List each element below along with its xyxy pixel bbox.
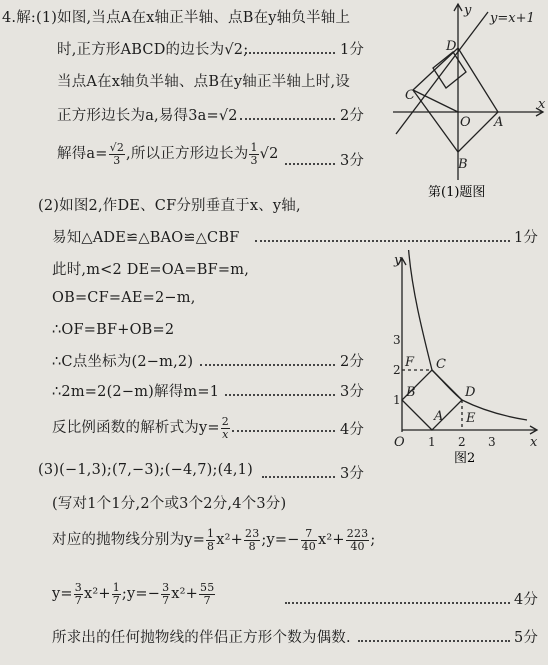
fraction — [249, 142, 258, 166]
numerator: 1 — [250, 141, 258, 154]
y-tick-1: 1 — [393, 393, 401, 407]
denominator: 7 — [74, 593, 82, 607]
leader-dots — [245, 52, 335, 54]
point-f-label: F — [405, 355, 415, 370]
solution-line-5 — [57, 142, 279, 166]
text: ;y=− — [121, 586, 161, 603]
numerator: 7 — [301, 528, 317, 541]
denominator: 7 — [203, 593, 211, 607]
leader-dots — [285, 602, 510, 604]
y-tick-2: 2 — [393, 363, 401, 377]
figure-1 — [388, 0, 548, 200]
solution-line-6: (2)如图2,作DE、CF分别垂直于x、y轴, — [38, 198, 301, 214]
point-c-label: C — [405, 88, 415, 103]
solution-line-13 — [52, 416, 231, 440]
fraction — [74, 582, 83, 606]
fraction — [221, 416, 230, 440]
x-axis-label: x — [530, 435, 538, 450]
point-o-label: O — [394, 435, 405, 450]
solution-line-14: (3)(−1,3);(7,−3);(−4,7);(4,1) — [38, 462, 253, 478]
numerator: 2 — [221, 415, 229, 428]
x-tick-3: 3 — [488, 435, 496, 449]
fraction — [244, 528, 260, 552]
y-axis-label: y — [464, 3, 472, 18]
leader-dots — [262, 476, 335, 478]
denominator: 7 — [112, 593, 120, 607]
solution-line-2: 时,正方形ABCD的边长为√2; — [57, 42, 249, 58]
denominator: x — [222, 427, 229, 441]
point-o-label: O — [460, 115, 471, 130]
denominator: 7 — [162, 593, 170, 607]
text: x²+ — [171, 586, 199, 603]
leader-dots — [232, 430, 335, 432]
score-2: 2分 — [340, 108, 365, 124]
score-9: 4分 — [514, 592, 539, 608]
solution-line-18: 所求出的任何抛物线的伴侣正方形个数为偶数. — [52, 630, 351, 646]
x-axis-label: x — [538, 97, 546, 112]
point-e-label: E — [466, 411, 476, 426]
denominator: 40 — [301, 539, 316, 553]
text: x²+ — [318, 532, 345, 549]
leader-dots — [225, 394, 335, 396]
text: 对应的抛物线分别为y= — [52, 532, 206, 549]
segment — [413, 90, 458, 112]
fraction — [199, 582, 215, 606]
solution-line-17 — [52, 582, 216, 606]
figure-2 — [392, 250, 542, 465]
score-6: 3分 — [340, 384, 365, 400]
leader-dots — [240, 118, 335, 120]
fraction — [112, 582, 121, 606]
leader-dots — [285, 163, 335, 165]
text: x²+ — [83, 586, 111, 603]
leader-dots — [255, 240, 510, 242]
score-7: 4分 — [340, 422, 365, 438]
point-d-label: D — [446, 39, 457, 54]
numerator: 1 — [207, 527, 215, 540]
solution-line-15: (写对1个1分,2个或3个2分,4个3分) — [52, 496, 287, 512]
solution-line-8: 此时,m<2 DE=OA=BF=m, — [52, 262, 250, 278]
score-8: 3分 — [340, 466, 365, 482]
point-b-label: B — [458, 157, 468, 172]
score-5: 2分 — [340, 354, 365, 370]
point-c-label: C — [436, 357, 446, 372]
solution-line-3: 当点A在x轴负半轴、点B在y轴正半轴上时,设 — [57, 74, 351, 90]
figure-1-caption: 第(1)题图 — [428, 185, 486, 200]
numerator: 223 — [346, 527, 369, 540]
numerator: 1 — [112, 581, 120, 594]
text: ;y=− — [261, 532, 300, 549]
denominator: 3 — [113, 153, 121, 167]
solution-line-4: 正方形边长为a,易得3a=√2 — [57, 108, 238, 124]
denominator: 3 — [250, 153, 258, 167]
figure-2-caption: 图2 — [454, 451, 476, 465]
fraction — [161, 582, 170, 606]
text: x²+ — [216, 532, 243, 549]
denominator: 8 — [248, 539, 256, 553]
numerator: √2 — [109, 141, 125, 154]
text: 解得a= — [57, 146, 108, 163]
score-4: 1分 — [514, 230, 539, 246]
square-abcd — [402, 370, 462, 430]
fraction — [301, 528, 317, 552]
leader-dots — [358, 640, 510, 642]
denominator: 40 — [350, 539, 365, 553]
line-label: y=x+1 — [490, 11, 535, 26]
inner-square — [433, 52, 466, 88]
fraction — [109, 142, 125, 166]
solution-line-12: ∴2m=2(2−m)解得m=1 — [52, 384, 220, 400]
text: ,所以正方形边长为 — [126, 146, 249, 163]
solution-line-9: OB=CF=AE=2−m, — [52, 290, 196, 306]
point-a-label-visible: A — [434, 409, 444, 424]
score-1: 1分 — [340, 42, 365, 58]
y-tick-3: 3 — [393, 333, 401, 347]
fraction — [206, 528, 215, 552]
solution-line-11: ∴C点坐标为(2−m,2) — [52, 354, 194, 370]
x-tick-1: 1 — [428, 435, 436, 449]
solution-line-1: 4.解:(1)如图,当点A在x轴正半轴、点B在y轴负半轴上 — [2, 10, 351, 26]
square-abcd — [413, 48, 498, 152]
point-a-label: A — [494, 115, 504, 130]
text: √2 — [259, 146, 279, 163]
numerator: 55 — [200, 581, 215, 594]
text: ; — [370, 532, 376, 549]
fraction — [346, 528, 370, 552]
solution-line-10: ∴OF=BF+OB=2 — [52, 322, 175, 338]
numerator: 3 — [162, 581, 170, 594]
point-b-label: B — [406, 385, 416, 400]
text: y= — [52, 586, 73, 603]
solution-line-7: 易知△ADE≌△BAO≌△CBF — [52, 230, 240, 246]
x-tick-2: 2 — [458, 435, 466, 449]
text: 反比例函数的解析式为y= — [52, 420, 220, 437]
numerator: 23 — [245, 527, 260, 540]
point-d-label: D — [465, 385, 476, 400]
y-axis-label: y — [394, 253, 402, 268]
solution-line-16 — [52, 528, 375, 552]
leader-dots — [200, 364, 335, 366]
denominator: 8 — [207, 539, 215, 553]
numerator: 3 — [74, 581, 82, 594]
score-3: 3分 — [340, 153, 365, 169]
score-10: 5分 — [514, 630, 539, 646]
